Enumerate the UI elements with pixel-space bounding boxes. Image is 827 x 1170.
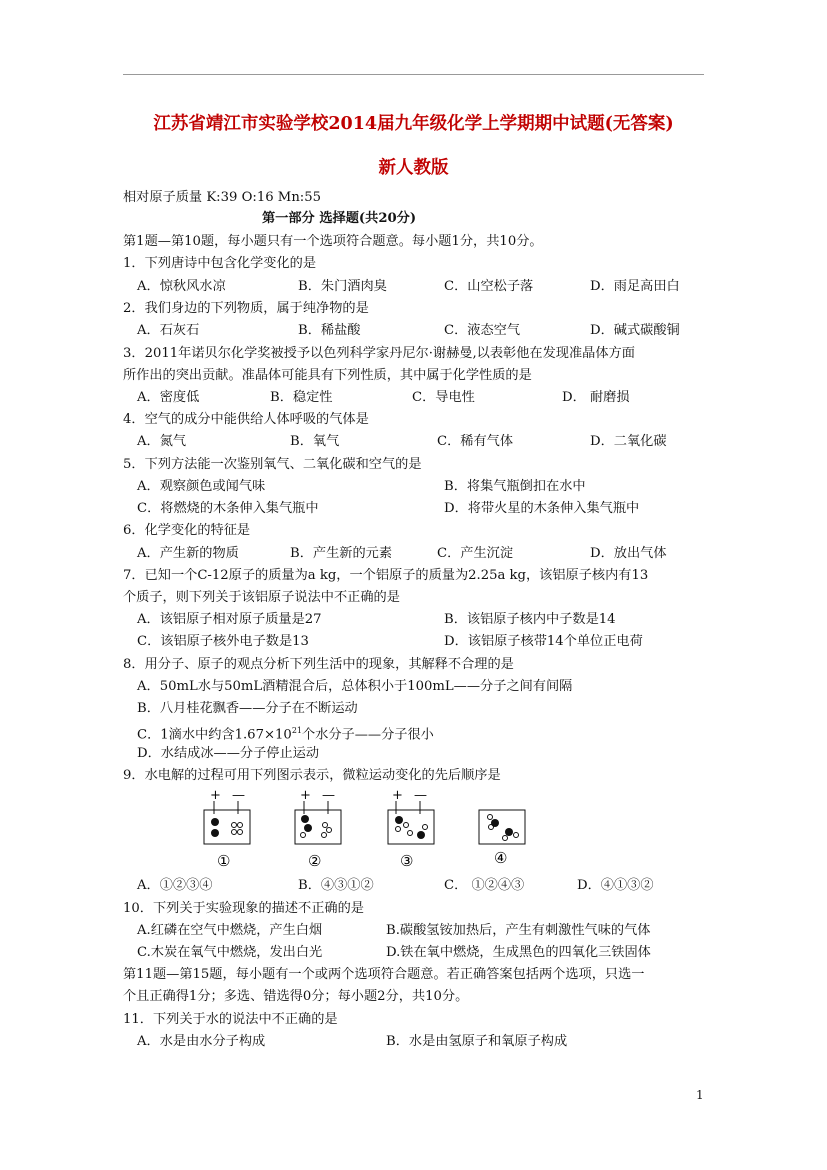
figure-label-3: ③ bbox=[400, 852, 414, 870]
q9-stem: 9．水电解的过程可用下列图示表示，微粒运动变化的先后顺序是 bbox=[123, 768, 501, 783]
q2-option-b: B．稀盐酸 bbox=[298, 323, 361, 338]
q9-option-b: B．④③①② bbox=[298, 878, 374, 893]
figure-label-1: ① bbox=[217, 852, 231, 870]
electrolysis-figure-2 bbox=[295, 788, 341, 870]
q3-stem-line2: 所作出的突出贡献。准晶体可能具有下列性质，其中属于化学性质的是 bbox=[123, 368, 532, 383]
minus-sign: — bbox=[322, 788, 335, 803]
electrolysis-figure-3 bbox=[388, 788, 434, 870]
q4-option-c: C．稀有气体 bbox=[437, 434, 514, 449]
q8-option-b: B．八月桂花飘香——分子在不断运动 bbox=[137, 701, 358, 716]
q11-option-b: B．水是由氢原子和氧原子构成 bbox=[386, 1034, 568, 1049]
q8-option-c: C．1滴水中约含$1.67\times 10^{21}$个水分子——分子很小 bbox=[137, 726, 434, 743]
plus-sign: + bbox=[392, 788, 403, 803]
q10-stem: 10．下列关于实验现象的描述不正确的是 bbox=[123, 901, 364, 916]
q7-option-b: B．该铝原子核内中子数是14 bbox=[444, 612, 616, 627]
q2-stem: 2．我们身边的下列物质，属于纯净物的是 bbox=[123, 301, 369, 316]
minus-sign: — bbox=[414, 788, 427, 803]
q9-option-c: C． ①②④③ bbox=[444, 878, 525, 893]
q4-option-a: A．氮气 bbox=[137, 434, 187, 449]
q9-option-a: A．①②③④ bbox=[137, 878, 213, 893]
plus-sign: + bbox=[210, 788, 221, 803]
q7-option-d: D．该铝原子核带14个单位正电荷 bbox=[444, 634, 643, 649]
minus-sign: — bbox=[232, 788, 245, 803]
document-subtitle: 新人教版 bbox=[378, 158, 449, 178]
q11-option-a: A．水是由水分子构成 bbox=[137, 1034, 266, 1049]
q6-option-a: A．产生新的物质 bbox=[137, 546, 239, 561]
q2-option-d: D．碱式碳酸铜 bbox=[590, 323, 680, 338]
q5-option-b: B．将集气瓶倒扣在水中 bbox=[444, 479, 586, 494]
q3-option-c: C．导电性 bbox=[412, 390, 475, 405]
q5-option-c: C．将燃烧的木条伸入集气瓶中 bbox=[137, 501, 319, 516]
q2-option-c: C．液态空气 bbox=[444, 323, 521, 338]
q4-option-b: B．氧气 bbox=[290, 434, 340, 449]
q6-stem: 6．化学变化的特征是 bbox=[123, 523, 251, 538]
q11-stem: 11．下列关于水的说法中不正确的是 bbox=[123, 1012, 338, 1027]
q8-option-d: D．水结成冰——分子停止运动 bbox=[137, 746, 320, 761]
q8-stem: 8．用分子、原子的观点分析下列生活中的现象，其解释不合理的是 bbox=[123, 657, 514, 672]
q5-option-a: A．观察颜色或闻气味 bbox=[137, 479, 266, 494]
electrolysis-figure-4 bbox=[479, 810, 525, 867]
part2-instruction-line2: 个且正确得1分；多选、错选得0分；每小题2分，共10分。 bbox=[123, 989, 469, 1004]
electrolysis-figure-1 bbox=[204, 788, 250, 870]
document-title: 江苏省靖江市实验学校2014届九年级化学上学期期中试题(无答案) bbox=[153, 114, 674, 134]
q10-option-a: A.红磷在空气中燃烧，产生白烟 bbox=[137, 923, 323, 938]
q9-option-d: D．④①③② bbox=[577, 878, 654, 893]
q1-option-b: B．朱门酒肉臭 bbox=[298, 279, 387, 294]
q6-option-d: D．放出气体 bbox=[590, 546, 667, 561]
q8-option-a: A．50mL水与50mL酒精混合后，总体积小于100mL——分子之间有间隔 bbox=[137, 679, 573, 694]
q10-option-d: D.铁在氧中燃烧，生成黑色的四氧化三铁固体 bbox=[386, 945, 651, 960]
q1-option-c: C．山空松子落 bbox=[444, 279, 534, 294]
plus-sign: + bbox=[300, 788, 311, 803]
q9-electrolysis-diagram bbox=[195, 785, 535, 870]
q3-stem-line1: 3．2011年诺贝尔化学奖被授予以色列科学家丹尼尔·谢赫曼,以表彰他在发现准晶体方面 bbox=[123, 346, 635, 361]
q6-option-b: B．产生新的元素 bbox=[290, 546, 393, 561]
q4-option-d: D．二氧化碳 bbox=[590, 434, 667, 449]
q7-stem-line2: 个质子，则下列关于该铝原子说法中不正确的是 bbox=[123, 590, 400, 605]
part1-instruction: 第1题—第10题，每小题只有一个选项符合题意。每小题1分，共10分。 bbox=[123, 234, 543, 249]
q4-stem: 4．空气的成分中能供给人体呼吸的气体是 bbox=[123, 412, 369, 427]
q7-stem-line1: 7．已知一个C-12原子的质量为a kg，一个铝原子的质量为2.25a kg，该铝原子核内有13 bbox=[123, 568, 649, 583]
q5-stem: 5．下列方法能一次鉴别氧气、二氧化碳和空气的是 bbox=[123, 457, 422, 472]
q3-option-d: D． 耐磨损 bbox=[562, 390, 630, 405]
q10-option-c: C.木炭在氧气中燃烧，发出白光 bbox=[137, 945, 323, 960]
part1-heading: 第一部分 选择题(共20分) bbox=[262, 211, 417, 226]
q3-option-b: B．稳定性 bbox=[270, 390, 333, 405]
q3-option-a: A．密度低 bbox=[137, 390, 200, 405]
figure-label-4: ④ bbox=[494, 849, 508, 867]
q1-option-a: A．惊秋风水凉 bbox=[137, 279, 226, 294]
q7-option-a: A．该铝原子相对原子质量是27 bbox=[137, 612, 322, 627]
header-rule bbox=[123, 74, 704, 75]
q2-option-a: A．石灰石 bbox=[137, 323, 200, 338]
q10-option-b: B.碳酸氢铵加热后，产生有刺激性气味的气体 bbox=[386, 923, 651, 938]
q6-option-c: C．产生沉淀 bbox=[437, 546, 514, 561]
figure-label-2: ② bbox=[308, 852, 322, 870]
part2-instruction-line1: 第11题—第15题，每小题有一个或两个选项符合题意。若正确答案包括两个选项，只选一 bbox=[123, 967, 645, 982]
q5-option-d: D．将带火星的木条伸入集气瓶中 bbox=[444, 501, 640, 516]
atomic-mass-line: 相对原子质量 K:39 O:16 Mn:55 bbox=[123, 190, 322, 205]
page-number: 1 bbox=[696, 1088, 704, 1102]
q1-stem: 1．下列唐诗中包含化学变化的是 bbox=[123, 256, 317, 271]
q1-option-d: D．雨足高田白 bbox=[590, 279, 680, 294]
q7-option-c: C．该铝原子核外电子数是13 bbox=[137, 634, 309, 649]
